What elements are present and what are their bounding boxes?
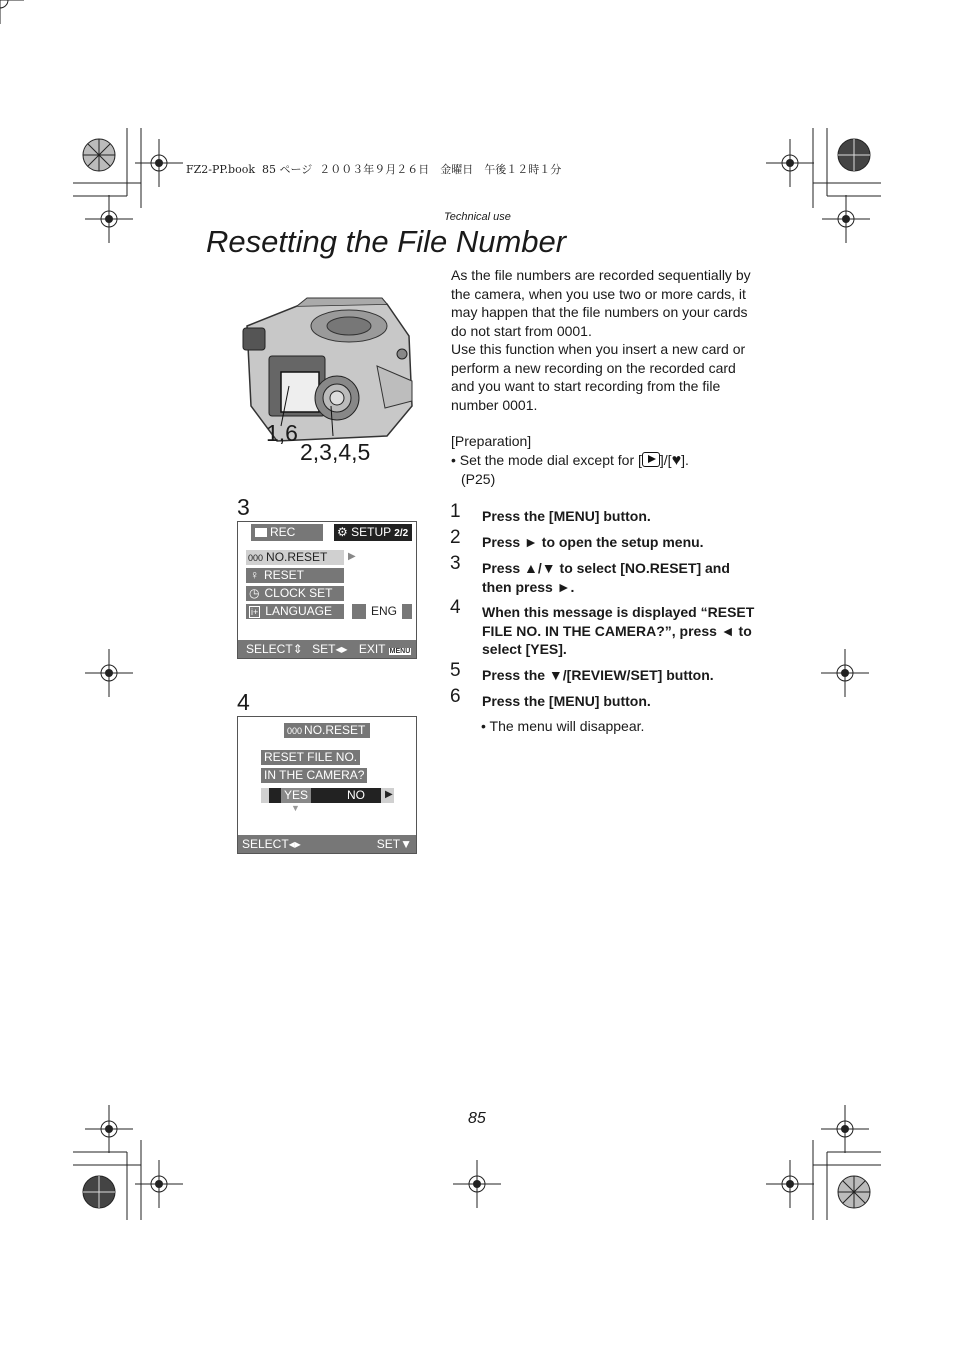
- camera-label-menu: 1,6: [266, 420, 298, 446]
- confirm-line-2: IN THE CAMERA?: [261, 768, 367, 783]
- screen3-footer: [238, 640, 416, 658]
- tab-setup: ⚙ SETUP 2/2: [334, 524, 412, 541]
- screen4-footer: [238, 835, 416, 853]
- menu-item-reset: ♀ RESET: [246, 568, 344, 583]
- section-label: Technical use: [444, 211, 511, 223]
- page-title: Resetting the File Number: [206, 224, 567, 259]
- tab-rec: REC: [251, 524, 323, 541]
- page-number: 85: [468, 1110, 486, 1127]
- preparation-ref: (P25): [461, 471, 496, 487]
- yes-option: YES: [281, 788, 311, 803]
- language-icon: i+: [251, 607, 259, 617]
- intro-text: [451, 266, 751, 414]
- screen3-label: 3: [237, 494, 250, 520]
- footer-set: SET: [312, 642, 336, 656]
- down-arrow-icon: ▼: [400, 837, 412, 851]
- left-right-icon: ◂▸: [335, 642, 348, 656]
- menu-item-clock-set: ◷ CLOCK SET: [246, 586, 344, 601]
- preparation-bullet: • Set the mode dial except for [ ]/[♥].: [451, 451, 689, 469]
- preparation-block: [451, 432, 751, 489]
- clock-icon: ◷: [249, 586, 260, 600]
- footer-select: SELECT: [242, 837, 289, 851]
- confirm-title: 000 NO.RESET: [284, 723, 370, 738]
- yes-no-selector: [261, 788, 394, 803]
- preparation-heading: [Preparation]: [451, 433, 532, 449]
- step-note: • The menu will disappear.: [481, 718, 645, 734]
- left-right-icon: ◂▸: [288, 837, 301, 851]
- setup-menu-screen: [237, 521, 417, 659]
- language-value-box: [352, 604, 412, 619]
- reset-icon: ♀: [250, 568, 259, 582]
- language-value: ENG: [366, 604, 402, 619]
- camera-label-nav: 2,3,4,5: [300, 439, 371, 465]
- intro-paragraph-2: Use this function when you insert a new card or perform a new recording on the recorded card and you want to start recording from the file number 0001.: [451, 341, 746, 413]
- menu-item-no-reset: 000 NO.RESET: [246, 550, 344, 565]
- menu-key-icon: MENU: [389, 648, 411, 655]
- menu-item-language: i+ LANGUAGE: [246, 604, 344, 619]
- arrow-right-icon: ▶: [385, 789, 393, 800]
- footer-exit: EXIT: [358, 642, 386, 656]
- footer-set: SET: [376, 837, 401, 851]
- arrow-down-icon: ▼: [291, 803, 300, 813]
- file-number-icon: 000: [287, 726, 303, 736]
- playback-icon: [642, 452, 660, 467]
- heart-icon: ♥: [671, 451, 682, 469]
- no-option: NO: [347, 788, 365, 802]
- footer-select: SELECT: [246, 642, 293, 656]
- camera-icon: [255, 528, 267, 537]
- screen4-label: 4: [237, 689, 250, 715]
- book-file-line: FZ2-PP.book 85 ページ ２００３年９月２６日 金曜日 午後１２時１分: [186, 163, 562, 176]
- confirm-line-1: RESET FILE NO.: [261, 750, 360, 765]
- up-down-icon: ⇕: [292, 642, 303, 656]
- reset-confirm-screen: [237, 716, 417, 854]
- intro-paragraph-1: As the file numbers are recorded sequentially by the camera, when you use two or more cards, it may happen that the file numbers on your cards do not start from 0001.: [451, 267, 751, 339]
- wrench-icon: ⚙: [337, 525, 348, 539]
- arrow-right-icon: ▶: [348, 551, 356, 562]
- file-number-icon: 000: [248, 553, 264, 563]
